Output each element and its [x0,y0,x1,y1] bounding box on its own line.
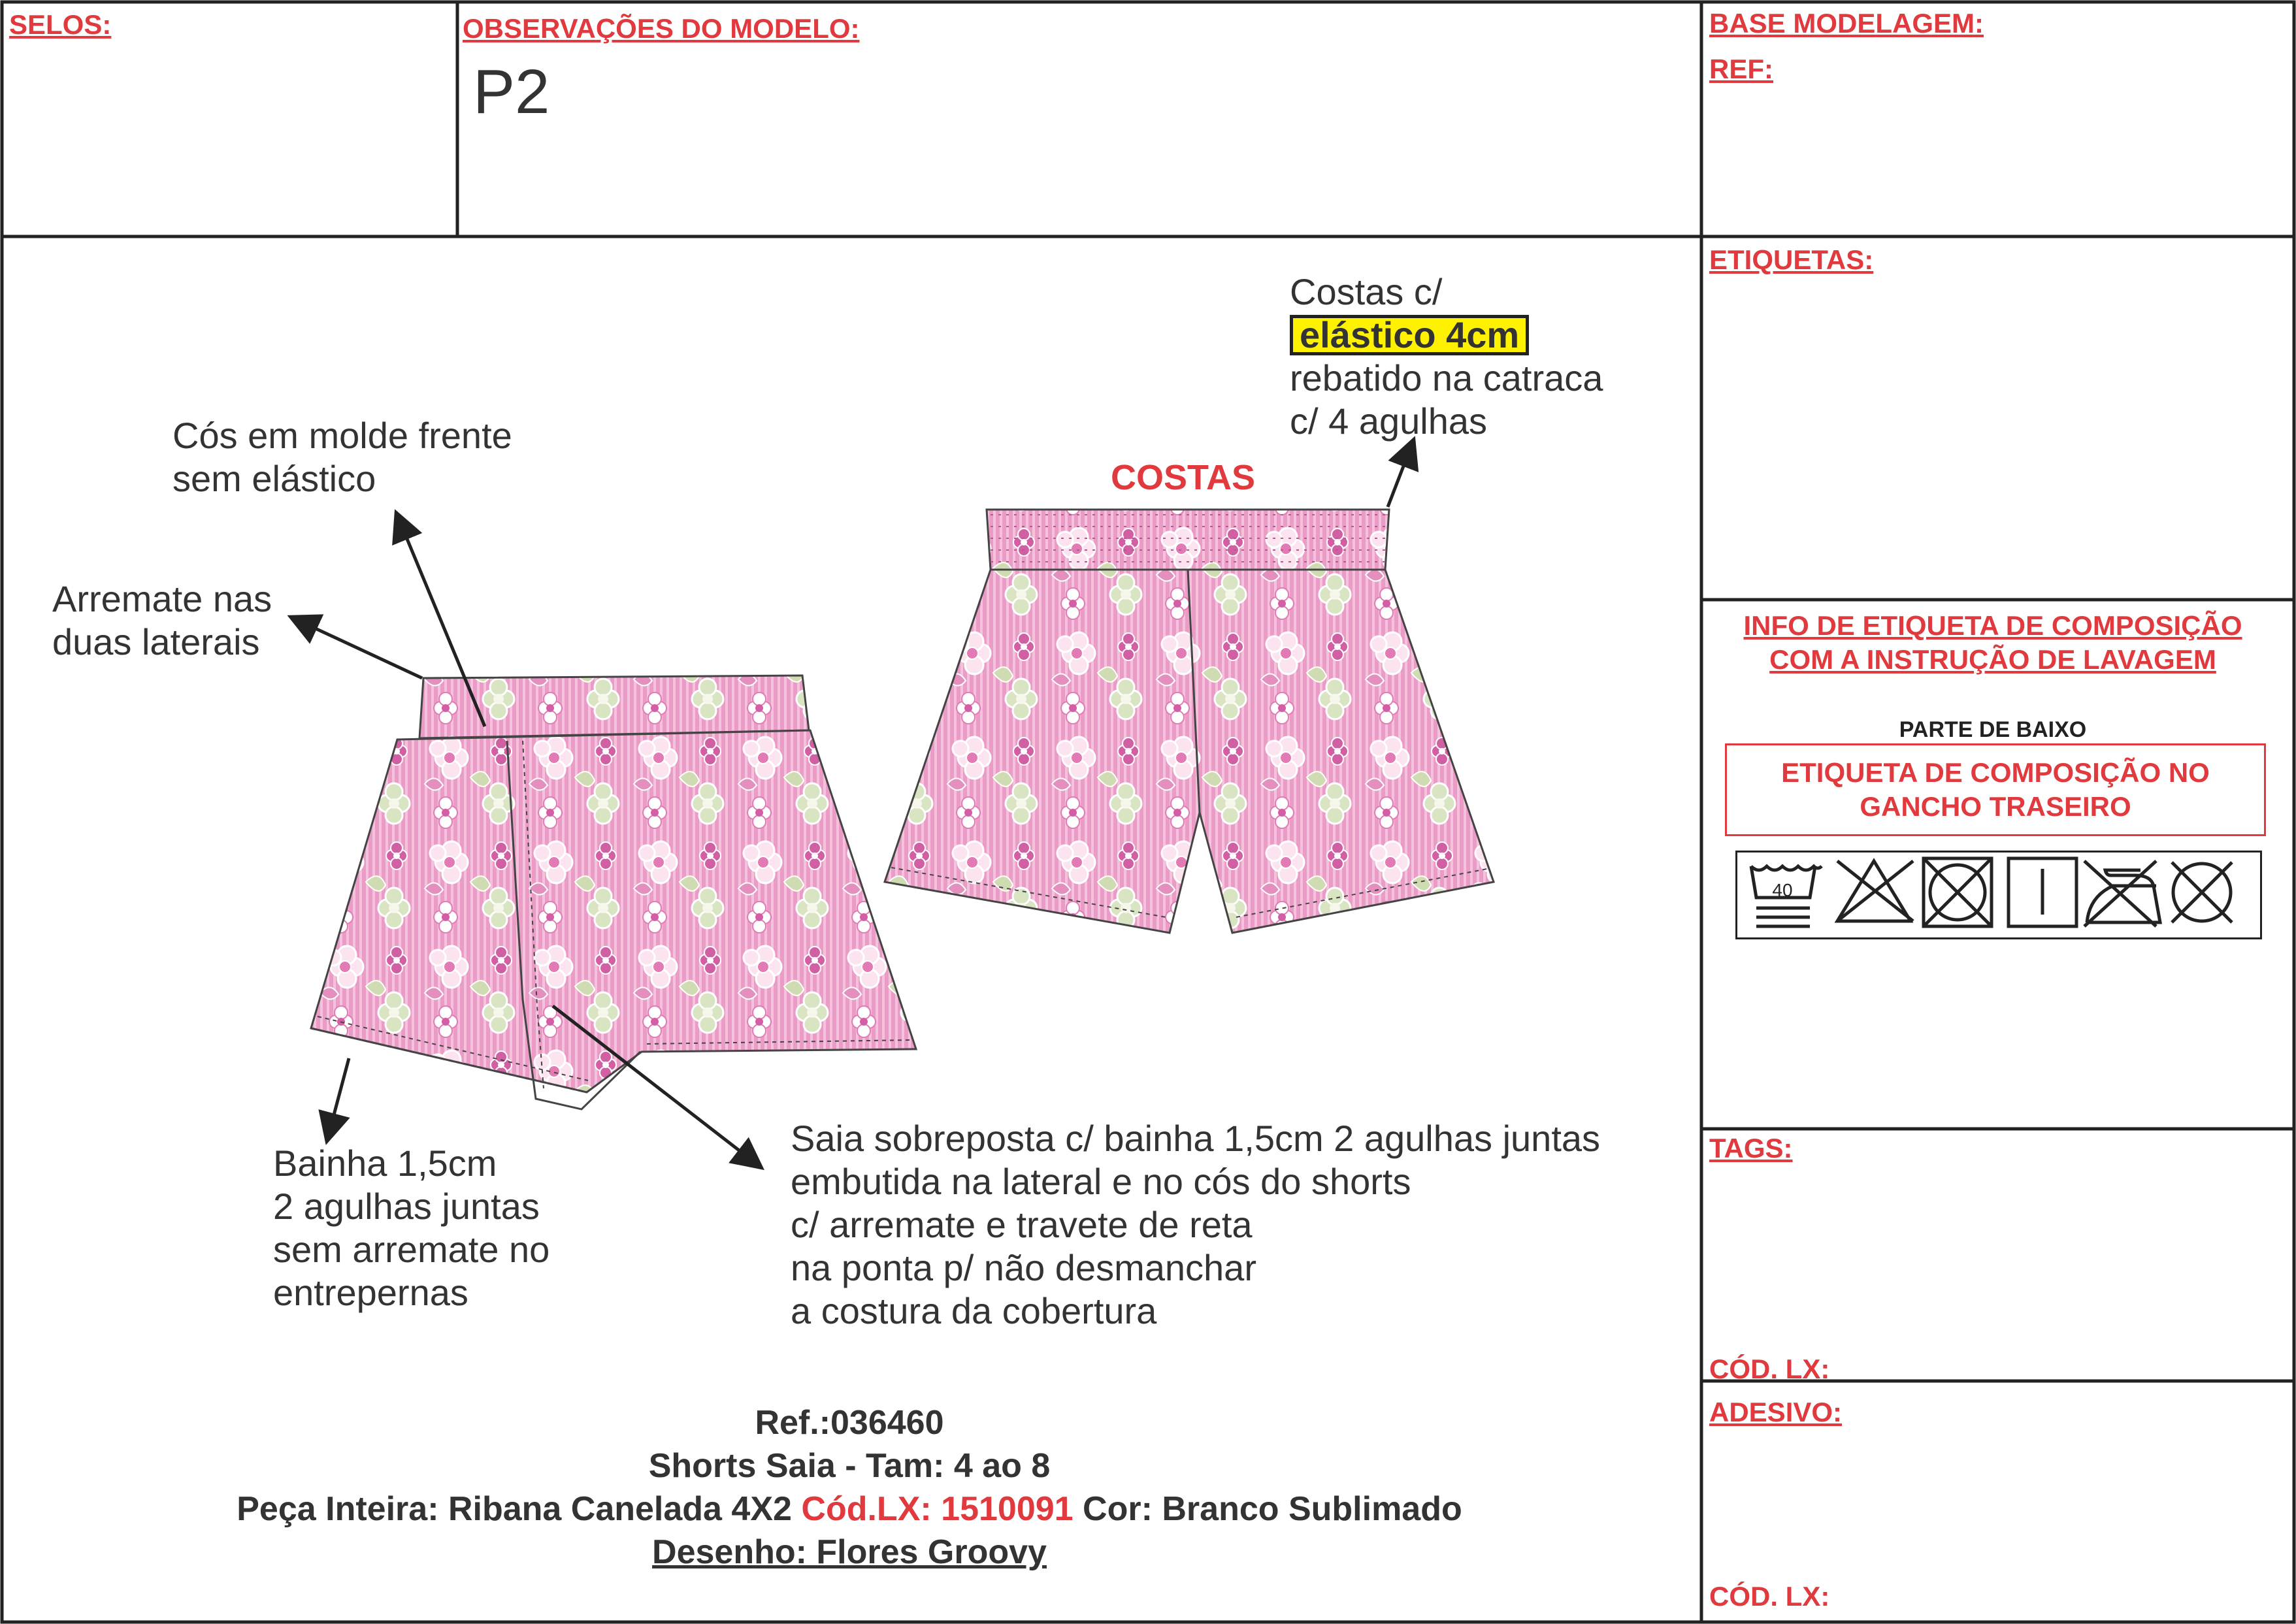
front-shorts-drawing [311,675,916,1109]
selos-label: SELOS: [9,9,112,40]
observacoes-label: OBSERVAÇÕES DO MODELO: [463,13,860,44]
composition-info-title: INFO DE ETIQUETA DE COMPOSIÇÃO COM A INSTRUÇÃO DE LAVAGEM [1743,610,2242,675]
ref-label: REF: [1709,54,1773,84]
parte-de-baixo: PARTE DE BAIXO [1899,717,2087,742]
adesivo-label: ADESIVO: [1709,1397,1843,1427]
note-arremate: Arremate nas duas laterais [52,578,272,662]
product-ref: Ref.:036460 [755,1404,944,1442]
elastic-highlight: elástico 4cm [1290,315,1529,355]
size-label: P2 [473,57,550,127]
back-shorts-drawing [885,510,1494,933]
etiquetas-label: ETIQUETAS: [1709,244,1874,275]
note-saia: Saia sobreposta c/ bainha 1,5cm 2 agulhas juntas embutida na lateral e no cós do shorts c/ arremate e travete de reta na ponta p/ não desmanchar a costura da cobertura [791,1118,1601,1331]
tags-label: TAGS: [1709,1133,1793,1163]
base-modelagem-label: BASE MODELAGEM: [1709,8,1984,39]
cod-lx-label-2: CÓD. LX: [1709,1581,1830,1612]
note-costas-elastic: Costas c/ elástico 4cm rebatido na catraca c/ 4 agulhas [1290,271,1603,442]
care-symbols-box [1735,851,2262,939]
product-cod-lx: Cód.LX: 1510091 [801,1490,1074,1528]
composition-label-box: ETIQUETA DE COMPOSIÇÃO NO GANCHO TRASEIRO [1725,743,2266,836]
note-cos: Cós em molde frente sem elástico [172,415,512,499]
wash-temp: 40 [1772,880,1793,900]
costas-title: COSTAS [1111,458,1256,497]
product-fabric: Peça Inteira: Ribana Canelada 4X2 Cód.LX: 1510091 Cor: Branco Sublimado [237,1490,1462,1528]
product-name: Shorts Saia - Tam: 4 ao 8 [648,1447,1051,1485]
note-bainha: Bainha 1,5cm 2 agulhas juntas sem arremate no entrepernas [273,1143,550,1313]
product-design: Desenho: Flores Groovy [652,1533,1047,1571]
cod-lx-label-1: CÓD. LX: [1709,1354,1830,1384]
